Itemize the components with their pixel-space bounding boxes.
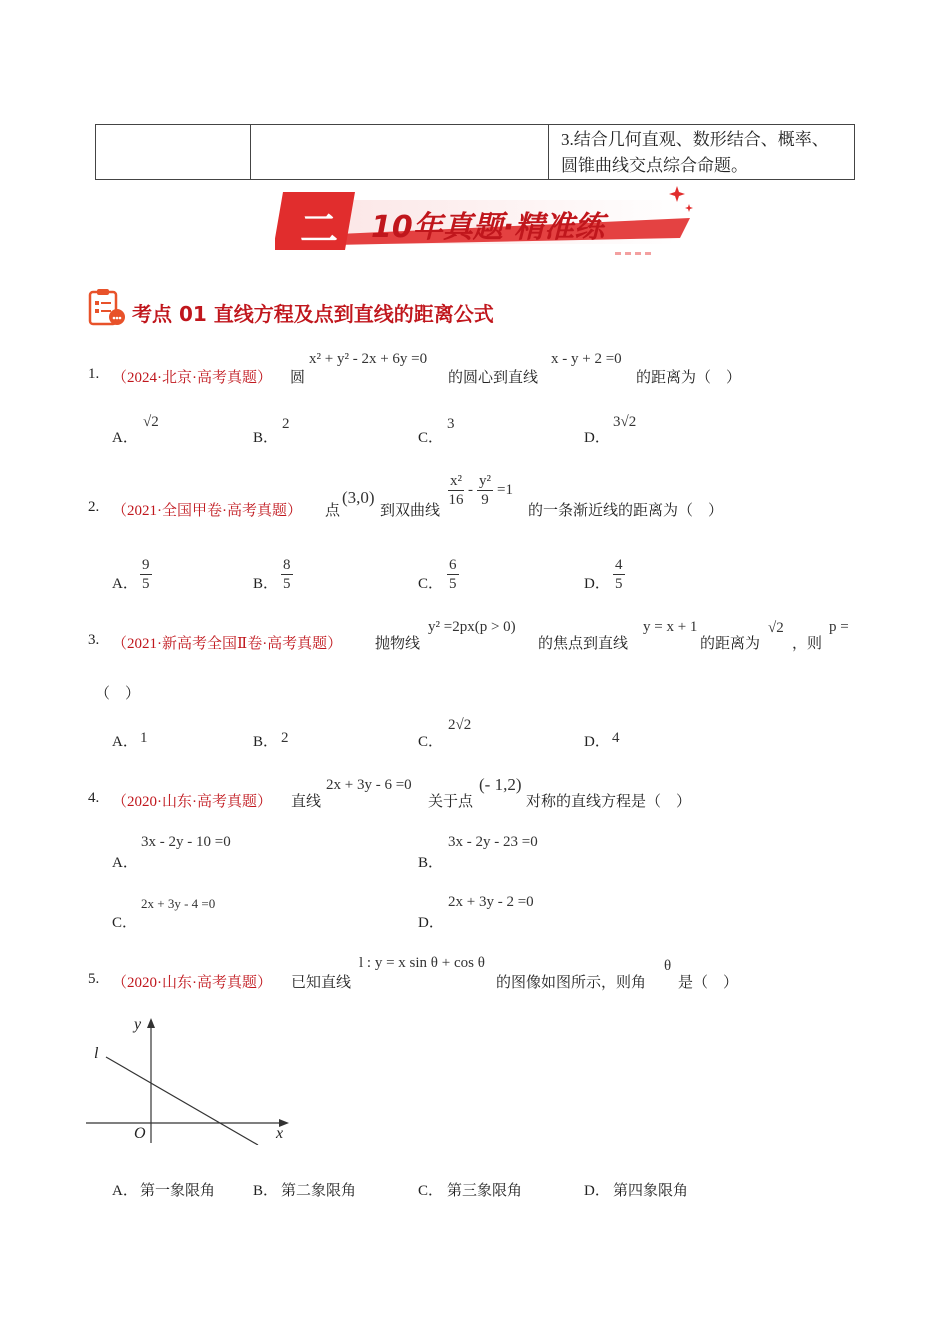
q2-option-c-label: C． [418, 576, 444, 592]
banner-badge: 二 [299, 207, 338, 251]
frac-den: 5 [615, 576, 623, 592]
frac-num: 6 [449, 557, 457, 573]
table-cell-empty-2 [251, 125, 549, 180]
q4-option-c-label: C． [112, 915, 138, 931]
q5-option-b-label: B． [253, 1183, 279, 1199]
section-banner [275, 178, 700, 258]
q2-option-c-value [447, 556, 459, 593]
question-3-text-2: 的焦点到直线 [538, 636, 629, 652]
y-axis-label: y [134, 1016, 142, 1033]
q3-option-b-label: B． [253, 734, 279, 750]
q5-option-d-value: 第四象限角 [613, 1183, 689, 1199]
q4-option-c-value: 2x + 3y - 4 =0 [141, 896, 216, 911]
question-2-source: （2021·全国甲卷·高考真题） [112, 503, 302, 519]
question-2-hyperbola: $\frac{\text{x²}}{16}$ - $\frac{\text{y²}}{9}$ =1 [448, 473, 513, 508]
question-5-text-2: 的图像如图所示，则角 [496, 975, 647, 991]
hyperbola-denominator-2: 9 [481, 492, 489, 508]
x-axis-label: x [276, 1125, 284, 1142]
q3-option-d-label: D． [584, 734, 610, 750]
question-1-number: 1. [88, 366, 100, 382]
q3-option-b-value: 2 [281, 730, 289, 746]
q3-option-c-value: 2√2 [448, 717, 472, 733]
q1-option-c-value: 3 [447, 416, 455, 432]
hyperbola-numerator-2: y² [479, 473, 491, 489]
frac-den: 5 [449, 576, 457, 592]
question-1-text-3: 的距离为（ ） [636, 370, 742, 386]
question-4-source: （2020·山东·高考真题） [112, 794, 272, 810]
q5-option-a-value: 第一象限角 [140, 1183, 216, 1199]
q3-option-d-value: 4 [612, 730, 620, 746]
question-5-source: （2020·山东·高考真题） [112, 975, 272, 991]
question-4-text-3: 对称的直线方程是（ ） [526, 794, 692, 810]
q4-option-a-value: 3x - 2y - 10 =0 [141, 834, 231, 850]
question-3-equation-4: p = [829, 619, 849, 635]
q4-option-a-label: A． [112, 855, 138, 871]
hyperbola-rhs: =1 [497, 482, 513, 499]
hyperbola-denominator-1: 16 [448, 492, 464, 508]
clipboard-icon [86, 286, 128, 328]
section-title: 考点 01 直线方程及点到直线的距离公式 [132, 302, 494, 326]
question-1-source: （2024·北京·高考真题） [112, 370, 272, 386]
frac-den: 5 [283, 576, 291, 592]
question-1-equation-2: x - y + 2 =0 [551, 351, 622, 367]
question-3-number: 3. [88, 632, 100, 648]
question-1-text-2: 的圆心到直线 [448, 370, 539, 386]
question-4-number: 4. [88, 790, 100, 806]
question-3-text-1: 抛物线 [375, 636, 421, 652]
q4-option-b-label: B． [418, 855, 444, 871]
q1-option-a-value: √2 [143, 414, 159, 430]
q5-option-a-label: A． [112, 1183, 138, 1199]
q1-option-d-label: D． [584, 430, 610, 446]
question-3-equation-2: y = x + 1 [643, 619, 698, 635]
line-label: l [94, 1045, 99, 1062]
sparkle-icon [669, 186, 685, 202]
question-5-number: 5. [88, 971, 100, 987]
q1-option-a-label: A． [112, 430, 138, 446]
question-2-text-1: 点 [325, 503, 341, 519]
q5-option-b-value: 第二象限角 [281, 1183, 357, 1199]
q2-option-a-label: A． [112, 576, 138, 592]
q3-option-a-value: 1 [140, 730, 148, 746]
q5-option-d-label: D． [584, 1183, 610, 1199]
line-l [106, 1057, 258, 1145]
frac-den: 5 [142, 576, 150, 592]
frac-num: 4 [615, 557, 623, 573]
q2-option-b-value [281, 556, 293, 593]
q5-option-c-label: C． [418, 1183, 444, 1199]
banner-title: 10年真题·精准练 [371, 210, 605, 245]
question-2-number: 2. [88, 499, 100, 515]
origin-label: O [134, 1125, 146, 1142]
question-1-text-1: 圆 [290, 370, 306, 386]
question-1-equation-1: x² + y² - 2x + 6y =0 [309, 351, 428, 367]
question-5-text-1: 已知直线 [291, 975, 352, 991]
top-table [95, 124, 855, 180]
question-2-text-3: 的一条渐近线的距离为（ ） [528, 503, 724, 519]
q1-option-b-value: 2 [282, 416, 290, 432]
question-5-text-3: 是（ ） [678, 975, 739, 991]
q1-option-b-label: B． [253, 430, 279, 446]
frac-num: 9 [142, 557, 150, 573]
question-2-point: (3,0) [342, 488, 375, 507]
q3-option-c-label: C． [418, 734, 444, 750]
q4-option-b-value: 3x - 2y - 23 =0 [448, 834, 538, 850]
q4-option-d-label: D． [418, 915, 444, 931]
q2-option-a-value [140, 556, 152, 593]
question-4-text-1: 直线 [291, 794, 322, 810]
q4-option-d-value: 2x + 3y - 2 =0 [448, 894, 534, 910]
question-3-text-5: （ ） [95, 686, 141, 702]
q2-option-d-label: D． [584, 576, 610, 592]
question-2-text-2: 到双曲线 [380, 503, 441, 519]
question-4-equation-1: 2x + 3y - 6 =0 [326, 777, 412, 793]
frac-num: 8 [283, 557, 291, 573]
question-3-source: （2021·新高考全国Ⅱ卷·高考真题） [112, 636, 343, 652]
q1-option-c-label: C． [418, 430, 444, 446]
q3-option-a-label: A． [112, 734, 138, 750]
question-3-text-3: 的距离为 [700, 636, 761, 652]
question-3-equation-3: √2 [768, 620, 784, 636]
question-4-point: (- 1,2) [479, 775, 522, 794]
y-axis-arrow [147, 1018, 155, 1028]
q1-option-d-value: 3√2 [613, 414, 637, 430]
question-3-text-4: ，则 [792, 636, 823, 652]
line-graph-figure [84, 1015, 294, 1145]
q2-option-d-value [613, 556, 625, 593]
question-5-equation-1: l : y = x sin θ + cos θ [359, 955, 485, 971]
question-4-text-2: 关于点 [428, 794, 474, 810]
table-cell-text: 3.结合几何直观、数形结合、概率、圆锥曲线交点综合命题。 [549, 125, 855, 180]
question-5-equation-2: θ [664, 958, 672, 974]
hyperbola-numerator-1: x² [450, 473, 462, 489]
table-cell-empty-1 [96, 125, 251, 180]
question-3-equation-1: y² =2px(p > 0) [428, 619, 516, 635]
q5-option-c-value: 第三象限角 [447, 1183, 523, 1199]
q2-option-b-label: B． [253, 576, 279, 592]
